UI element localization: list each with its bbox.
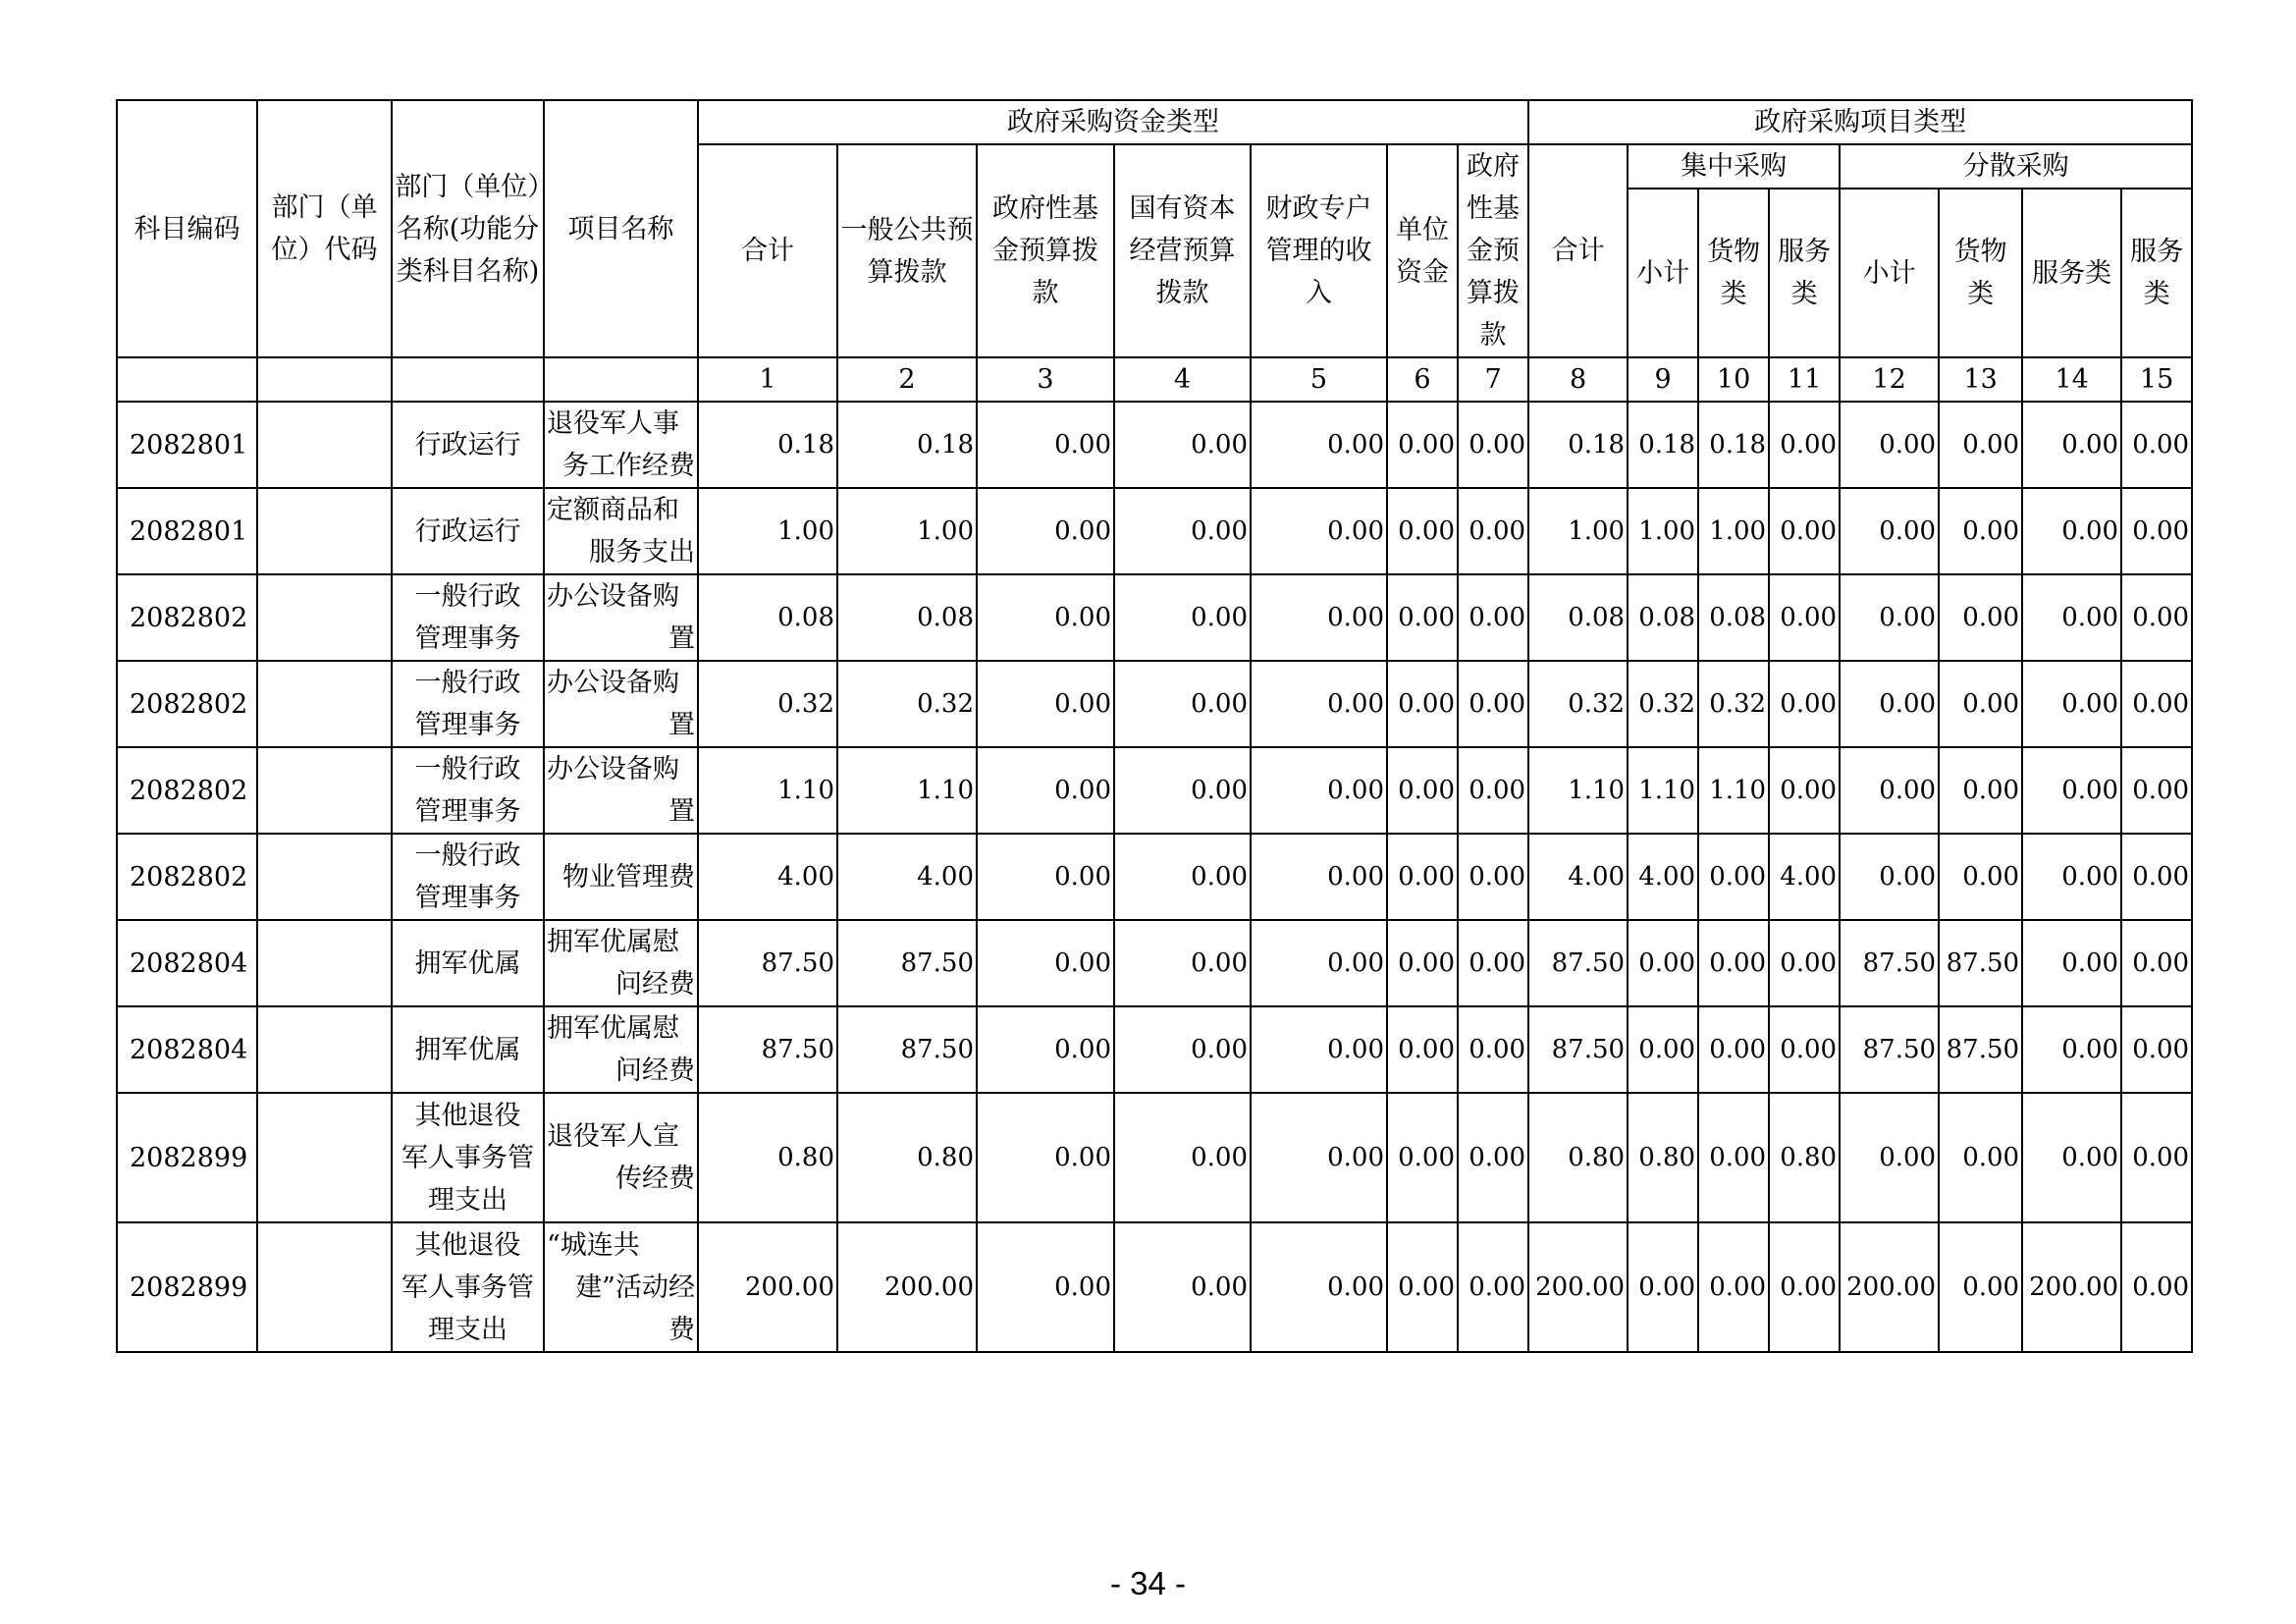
amount-cell: 0.00 xyxy=(2022,661,2121,747)
subject-code-cell: 2082801 xyxy=(117,488,257,574)
project-name-line: 服务支出 xyxy=(589,537,695,568)
index-cell: 15 xyxy=(2121,357,2192,402)
dept-code-cell xyxy=(257,1006,392,1093)
project-name-cell xyxy=(544,920,698,1006)
amount-cell: 0.80 xyxy=(837,1093,977,1222)
procurement-table xyxy=(116,99,2193,1353)
dept-name-cell xyxy=(392,1222,544,1352)
amount-cell: 0.18 xyxy=(1528,402,1628,488)
amount-cell: 0.00 xyxy=(1251,1222,1387,1352)
dept-name-line: 一般行政 xyxy=(414,840,521,871)
dept-name-line: 行政运行 xyxy=(414,515,521,547)
header-fund-special-account: 财政专户管理的收入 xyxy=(1251,144,1387,357)
index-cell: 2 xyxy=(837,357,977,402)
amount-cell: 0.00 xyxy=(1458,488,1528,574)
amount-cell: 0.00 xyxy=(1458,402,1528,488)
dept-name-line: 一般行政 xyxy=(414,668,521,698)
header-central-goods: 货物类 xyxy=(1698,189,1769,357)
amount-cell: 0.00 xyxy=(2121,1093,2192,1222)
dept-name-line: 其他退役 xyxy=(414,1100,521,1131)
amount-cell: 0.32 xyxy=(1628,661,1698,747)
header-fund-state-capital: 国有资本经营预算拨款 xyxy=(1114,144,1251,357)
index-cell-blank xyxy=(257,357,392,402)
dept-code-cell xyxy=(257,1222,392,1352)
dept-name-cell xyxy=(392,402,544,488)
amount-cell: 200.00 xyxy=(837,1222,977,1352)
project-name-line: 置 xyxy=(668,623,695,654)
amount-cell: 0.00 xyxy=(1769,661,1840,747)
amount-cell: 0.32 xyxy=(698,661,837,747)
project-name-cell xyxy=(544,1093,698,1222)
amount-cell: 0.00 xyxy=(1939,488,2022,574)
amount-cell: 0.00 xyxy=(1698,1222,1769,1352)
amount-cell: 0.00 xyxy=(1458,574,1528,661)
amount-cell: 0.08 xyxy=(837,574,977,661)
project-name-line: 传经费 xyxy=(615,1164,695,1194)
subject-code-cell: 2082802 xyxy=(117,661,257,747)
amount-cell: 200.00 xyxy=(1528,1222,1628,1352)
amount-cell: 0.00 xyxy=(1251,661,1387,747)
index-cell: 8 xyxy=(1528,357,1628,402)
amount-cell: 0.00 xyxy=(1387,1093,1458,1222)
project-name-line: 办公设备购 xyxy=(547,754,679,785)
index-cell: 6 xyxy=(1387,357,1458,402)
project-name-line: 问经费 xyxy=(615,969,695,1000)
project-name-line: “城连共 xyxy=(547,1229,640,1261)
index-cell-blank xyxy=(117,357,257,402)
amount-cell: 0.00 xyxy=(977,920,1114,1006)
amount-cell: 0.00 xyxy=(1387,920,1458,1006)
amount-cell: 0.00 xyxy=(1251,574,1387,661)
amount-cell: 0.00 xyxy=(1387,574,1458,661)
amount-cell: 0.00 xyxy=(1769,1222,1840,1352)
amount-cell: 0.00 xyxy=(1251,488,1387,574)
header-decentral-services: 服务类 xyxy=(2022,189,2121,357)
project-name-line: 问经费 xyxy=(615,1056,695,1086)
amount-cell: 0.00 xyxy=(1698,834,1769,920)
amount-cell: 0.00 xyxy=(977,1093,1114,1222)
dept-name-line: 拥军优属 xyxy=(414,1034,521,1065)
amount-cell: 1.10 xyxy=(1628,747,1698,834)
header-decentral-subtotal: 小计 xyxy=(1840,189,1939,357)
subject-code-cell: 2082899 xyxy=(117,1093,257,1222)
amount-cell: 0.00 xyxy=(1387,488,1458,574)
dept-code-cell xyxy=(257,920,392,1006)
amount-cell: 0.00 xyxy=(977,488,1114,574)
project-name-cell xyxy=(544,1006,698,1093)
amount-cell: 0.00 xyxy=(1114,488,1251,574)
dept-name-cell xyxy=(392,488,544,574)
amount-cell: 0.00 xyxy=(2022,574,2121,661)
header-proj-total: 合计 xyxy=(1528,144,1628,357)
amount-cell: 0.00 xyxy=(1387,1006,1458,1093)
amount-cell: 0.00 xyxy=(1840,834,1939,920)
amount-cell: 0.08 xyxy=(698,574,837,661)
dept-code-cell xyxy=(257,834,392,920)
amount-cell: 87.50 xyxy=(698,1006,837,1093)
dept-name-line: 行政运行 xyxy=(414,429,521,460)
amount-cell: 0.00 xyxy=(977,834,1114,920)
header-project-type-group: 政府采购项目类型 xyxy=(1528,100,2192,144)
amount-cell: 0.00 xyxy=(977,402,1114,488)
amount-cell: 0.00 xyxy=(1840,1093,1939,1222)
project-name-line: 务工作经费 xyxy=(562,451,695,481)
project-name-line: 拥军优属慰 xyxy=(547,927,679,957)
amount-cell: 0.00 xyxy=(1387,1222,1458,1352)
amount-cell: 0.32 xyxy=(1528,661,1628,747)
amount-cell: 0.00 xyxy=(1251,834,1387,920)
index-cell: 3 xyxy=(977,357,1114,402)
amount-cell: 200.00 xyxy=(1840,1222,1939,1352)
table-row xyxy=(117,661,2192,747)
index-cell: 5 xyxy=(1251,357,1387,402)
amount-cell: 1.00 xyxy=(1528,488,1628,574)
amount-cell: 4.00 xyxy=(837,834,977,920)
amount-cell: 0.00 xyxy=(1628,1006,1698,1093)
amount-cell: 0.32 xyxy=(1698,661,1769,747)
header-decentralized-group: 分散采购 xyxy=(1840,144,2192,189)
amount-cell: 0.80 xyxy=(1528,1093,1628,1222)
project-name-line: 拥军优属慰 xyxy=(547,1013,679,1044)
index-cell-blank xyxy=(544,357,698,402)
amount-cell: 0.00 xyxy=(2121,834,2192,920)
header-central-subtotal: 小计 xyxy=(1628,189,1698,357)
table-row xyxy=(117,402,2192,488)
dept-name-cell xyxy=(392,1006,544,1093)
dept-code-cell xyxy=(257,661,392,747)
project-name-line: 物业管理费 xyxy=(562,861,695,893)
index-cell: 14 xyxy=(2022,357,2121,402)
table-row xyxy=(117,920,2192,1006)
amount-cell: 0.00 xyxy=(1840,574,1939,661)
amount-cell: 0.00 xyxy=(1251,747,1387,834)
amount-cell: 0.00 xyxy=(1114,1222,1251,1352)
project-name-cell xyxy=(544,488,698,574)
dept-code-cell xyxy=(257,574,392,661)
amount-cell: 0.00 xyxy=(1769,402,1840,488)
amount-cell: 0.00 xyxy=(1628,1222,1698,1352)
amount-cell: 87.50 xyxy=(1528,920,1628,1006)
amount-cell: 0.00 xyxy=(1458,747,1528,834)
dept-name-cell xyxy=(392,920,544,1006)
amount-cell: 0.00 xyxy=(1251,1006,1387,1093)
amount-cell: 87.50 xyxy=(1840,920,1939,1006)
amount-cell: 0.00 xyxy=(977,1222,1114,1352)
dept-code-cell xyxy=(257,747,392,834)
amount-cell: 0.00 xyxy=(1769,488,1840,574)
amount-cell: 0.00 xyxy=(1387,747,1458,834)
amount-cell: 87.50 xyxy=(1939,1006,2022,1093)
amount-cell: 0.00 xyxy=(2121,920,2192,1006)
index-cell: 11 xyxy=(1769,357,1840,402)
dept-name-line: 一般行政 xyxy=(414,581,521,612)
header-fund-total: 合计 xyxy=(698,144,837,357)
amount-cell: 0.80 xyxy=(1628,1093,1698,1222)
amount-cell: 0.00 xyxy=(1769,747,1840,834)
amount-cell: 0.00 xyxy=(1769,574,1840,661)
amount-cell: 0.00 xyxy=(1939,661,2022,747)
amount-cell: 0.00 xyxy=(1114,1006,1251,1093)
table-row xyxy=(117,488,2192,574)
amount-cell: 0.00 xyxy=(1458,920,1528,1006)
amount-cell: 0.00 xyxy=(1458,834,1528,920)
amount-cell: 0.00 xyxy=(2022,920,2121,1006)
amount-cell: 0.00 xyxy=(1628,920,1698,1006)
amount-cell: 4.00 xyxy=(1628,834,1698,920)
project-name-line: 退役军人宣 xyxy=(547,1121,679,1152)
amount-cell: 0.00 xyxy=(977,574,1114,661)
amount-cell: 0.00 xyxy=(2121,747,2192,834)
project-name-cell xyxy=(544,661,698,747)
amount-cell: 0.00 xyxy=(1458,1222,1528,1352)
dept-name-line: 管理事务 xyxy=(414,883,521,913)
subject-code-cell: 2082801 xyxy=(117,402,257,488)
amount-cell: 0.00 xyxy=(1840,747,1939,834)
dept-name-line: 其他退役 xyxy=(414,1229,521,1261)
dept-name-cell xyxy=(392,574,544,661)
dept-name-line: 管理事务 xyxy=(414,710,521,740)
amount-cell: 87.50 xyxy=(837,1006,977,1093)
dept-code-cell xyxy=(257,402,392,488)
index-row xyxy=(117,357,2192,402)
subject-code-cell: 2082802 xyxy=(117,747,257,834)
amount-cell: 0.00 xyxy=(1939,574,2022,661)
amount-cell: 0.00 xyxy=(1840,402,1939,488)
amount-cell: 87.50 xyxy=(698,920,837,1006)
project-name-cell xyxy=(544,574,698,661)
page-number: - 34 - xyxy=(1109,1565,1187,1601)
amount-cell: 0.32 xyxy=(837,661,977,747)
amount-cell: 0.00 xyxy=(1698,1006,1769,1093)
table-row xyxy=(117,1093,2192,1222)
amount-cell: 0.00 xyxy=(2022,1093,2121,1222)
amount-cell: 0.00 xyxy=(1939,1093,2022,1222)
amount-cell: 0.00 xyxy=(1458,661,1528,747)
amount-cell: 0.00 xyxy=(1939,747,2022,834)
table-row xyxy=(117,1222,2192,1352)
project-name-line: 置 xyxy=(668,710,695,740)
amount-cell: 87.50 xyxy=(1939,920,2022,1006)
table-body xyxy=(117,402,2192,1352)
amount-cell: 0.00 xyxy=(1458,1093,1528,1222)
project-name-cell xyxy=(544,834,698,920)
amount-cell: 0.00 xyxy=(2121,402,2192,488)
project-name-line: 置 xyxy=(668,796,695,827)
header-fund-gov-fund: 政府性基金预算拨款 xyxy=(977,144,1114,357)
amount-cell: 0.00 xyxy=(1939,1222,2022,1352)
amount-cell: 1.00 xyxy=(698,488,837,574)
amount-cell: 0.00 xyxy=(1114,661,1251,747)
index-cell: 13 xyxy=(1939,357,2022,402)
subject-code-cell: 2082802 xyxy=(117,574,257,661)
table-row xyxy=(117,1006,2192,1093)
amount-cell: 0.00 xyxy=(1698,920,1769,1006)
dept-name-line: 拥军优属 xyxy=(414,947,521,979)
amount-cell: 0.00 xyxy=(977,747,1114,834)
amount-cell: 0.00 xyxy=(2022,1006,2121,1093)
header-dept-name: 部门（单位）名称(功能分类科目名称) xyxy=(392,100,544,357)
amount-cell: 0.00 xyxy=(1840,488,1939,574)
table-row xyxy=(117,834,2192,920)
amount-cell: 87.50 xyxy=(1840,1006,1939,1093)
project-name-cell xyxy=(544,747,698,834)
project-name-cell xyxy=(544,1222,698,1352)
amount-cell: 1.10 xyxy=(1528,747,1628,834)
amount-cell: 0.00 xyxy=(1387,402,1458,488)
amount-cell: 1.00 xyxy=(837,488,977,574)
amount-cell: 0.00 xyxy=(1840,661,1939,747)
header-fund-unit: 单位资金 xyxy=(1387,144,1458,357)
header-central-services: 服务类 xyxy=(1769,189,1840,357)
amount-cell: 0.00 xyxy=(2022,834,2121,920)
amount-cell: 0.00 xyxy=(1251,1093,1387,1222)
dept-name-cell xyxy=(392,661,544,747)
amount-cell: 0.08 xyxy=(1528,574,1628,661)
amount-cell: 0.00 xyxy=(977,1006,1114,1093)
amount-cell: 0.00 xyxy=(1114,574,1251,661)
amount-cell: 0.80 xyxy=(698,1093,837,1222)
dept-name-cell xyxy=(392,1093,544,1222)
amount-cell: 0.00 xyxy=(1769,920,1840,1006)
project-name-cell xyxy=(544,402,698,488)
index-cell: 4 xyxy=(1114,357,1251,402)
project-name-line: 费 xyxy=(668,1314,695,1345)
amount-cell: 0.80 xyxy=(1769,1093,1840,1222)
amount-cell: 0.18 xyxy=(1698,402,1769,488)
amount-cell: 87.50 xyxy=(837,920,977,1006)
amount-cell: 0.00 xyxy=(1114,747,1251,834)
project-name-line: 办公设备购 xyxy=(547,668,679,698)
dept-name-line: 军人事务管 xyxy=(401,1272,534,1303)
header-fund-type-group: 政府采购资金类型 xyxy=(698,100,1528,144)
amount-cell: 0.18 xyxy=(837,402,977,488)
table-row xyxy=(117,747,2192,834)
dept-name-line: 理支出 xyxy=(428,1184,507,1216)
dept-name-line: 一般行政 xyxy=(414,754,521,785)
dept-code-cell xyxy=(257,1093,392,1222)
amount-cell: 0.00 xyxy=(2121,1006,2192,1093)
amount-cell: 200.00 xyxy=(2022,1222,2121,1352)
header-fund-general: 一般公共预算拨款 xyxy=(837,144,977,357)
dept-name-line: 理支出 xyxy=(428,1314,507,1345)
project-name-line: 定额商品和 xyxy=(547,495,679,525)
amount-cell: 0.00 xyxy=(1939,834,2022,920)
table-header xyxy=(117,100,2192,402)
amount-cell: 0.00 xyxy=(2121,1222,2192,1352)
amount-cell: 4.00 xyxy=(698,834,837,920)
amount-cell: 0.00 xyxy=(1251,920,1387,1006)
subject-code-cell: 2082802 xyxy=(117,834,257,920)
project-name-line: 退役军人事 xyxy=(547,408,679,439)
amount-cell: 1.00 xyxy=(1698,488,1769,574)
dept-name-cell xyxy=(392,747,544,834)
amount-cell: 0.08 xyxy=(1628,574,1698,661)
index-cell: 1 xyxy=(698,357,837,402)
amount-cell: 1.10 xyxy=(837,747,977,834)
dept-name-line: 军人事务管 xyxy=(401,1142,534,1173)
subject-code-cell: 2082899 xyxy=(117,1222,257,1352)
dept-name-cell xyxy=(392,834,544,920)
amount-cell: 0.00 xyxy=(2022,747,2121,834)
header-decentral-services-2: 服务类 xyxy=(2121,189,2192,357)
amount-cell: 4.00 xyxy=(1769,834,1840,920)
header-dept-code: 部门（单位）代码 xyxy=(257,100,392,357)
amount-cell: 0.00 xyxy=(1939,402,2022,488)
index-cell-blank xyxy=(392,357,544,402)
subject-code-cell: 2082804 xyxy=(117,920,257,1006)
amount-cell: 0.18 xyxy=(1628,402,1698,488)
dept-name-line: 管理事务 xyxy=(414,796,521,827)
amount-cell: 1.10 xyxy=(1698,747,1769,834)
project-name-line: 建”活动经 xyxy=(575,1272,695,1303)
header-project-name: 项目名称 xyxy=(544,100,698,357)
amount-cell: 0.00 xyxy=(2121,661,2192,747)
header-subject-code: 科目编码 xyxy=(117,100,257,357)
index-cell: 9 xyxy=(1628,357,1698,402)
amount-cell: 0.00 xyxy=(2121,574,2192,661)
dept-name-line: 管理事务 xyxy=(414,623,521,654)
amount-cell: 0.00 xyxy=(1458,1006,1528,1093)
amount-cell: 0.00 xyxy=(1387,834,1458,920)
amount-cell: 200.00 xyxy=(698,1222,837,1352)
index-cell: 7 xyxy=(1458,357,1528,402)
amount-cell: 0.00 xyxy=(1114,920,1251,1006)
subject-code-cell: 2082804 xyxy=(117,1006,257,1093)
dept-code-cell xyxy=(257,488,392,574)
header-decentral-goods: 货物类 xyxy=(1939,189,2022,357)
amount-cell: 4.00 xyxy=(1528,834,1628,920)
amount-cell: 0.00 xyxy=(2121,488,2192,574)
header-centralized-group: 集中采购 xyxy=(1628,144,1840,189)
project-name-line: 办公设备购 xyxy=(547,581,679,612)
amount-cell: 0.00 xyxy=(1387,661,1458,747)
amount-cell: 0.00 xyxy=(1251,402,1387,488)
amount-cell: 0.00 xyxy=(1114,1093,1251,1222)
table-row xyxy=(117,574,2192,661)
amount-cell: 0.08 xyxy=(1698,574,1769,661)
amount-cell: 0.18 xyxy=(698,402,837,488)
amount-cell: 0.00 xyxy=(1698,1093,1769,1222)
amount-cell: 1.00 xyxy=(1628,488,1698,574)
amount-cell: 0.00 xyxy=(2022,402,2121,488)
amount-cell: 0.00 xyxy=(1769,1006,1840,1093)
index-cell: 10 xyxy=(1698,357,1769,402)
amount-cell: 87.50 xyxy=(1528,1006,1628,1093)
amount-cell: 0.00 xyxy=(2022,488,2121,574)
header-fund-gov-fund-2: 政府性基金预算拨款 xyxy=(1458,144,1528,357)
amount-cell: 0.00 xyxy=(1114,402,1251,488)
amount-cell: 0.00 xyxy=(977,661,1114,747)
amount-cell: 0.00 xyxy=(1114,834,1251,920)
amount-cell: 1.10 xyxy=(698,747,837,834)
index-cell: 12 xyxy=(1840,357,1939,402)
